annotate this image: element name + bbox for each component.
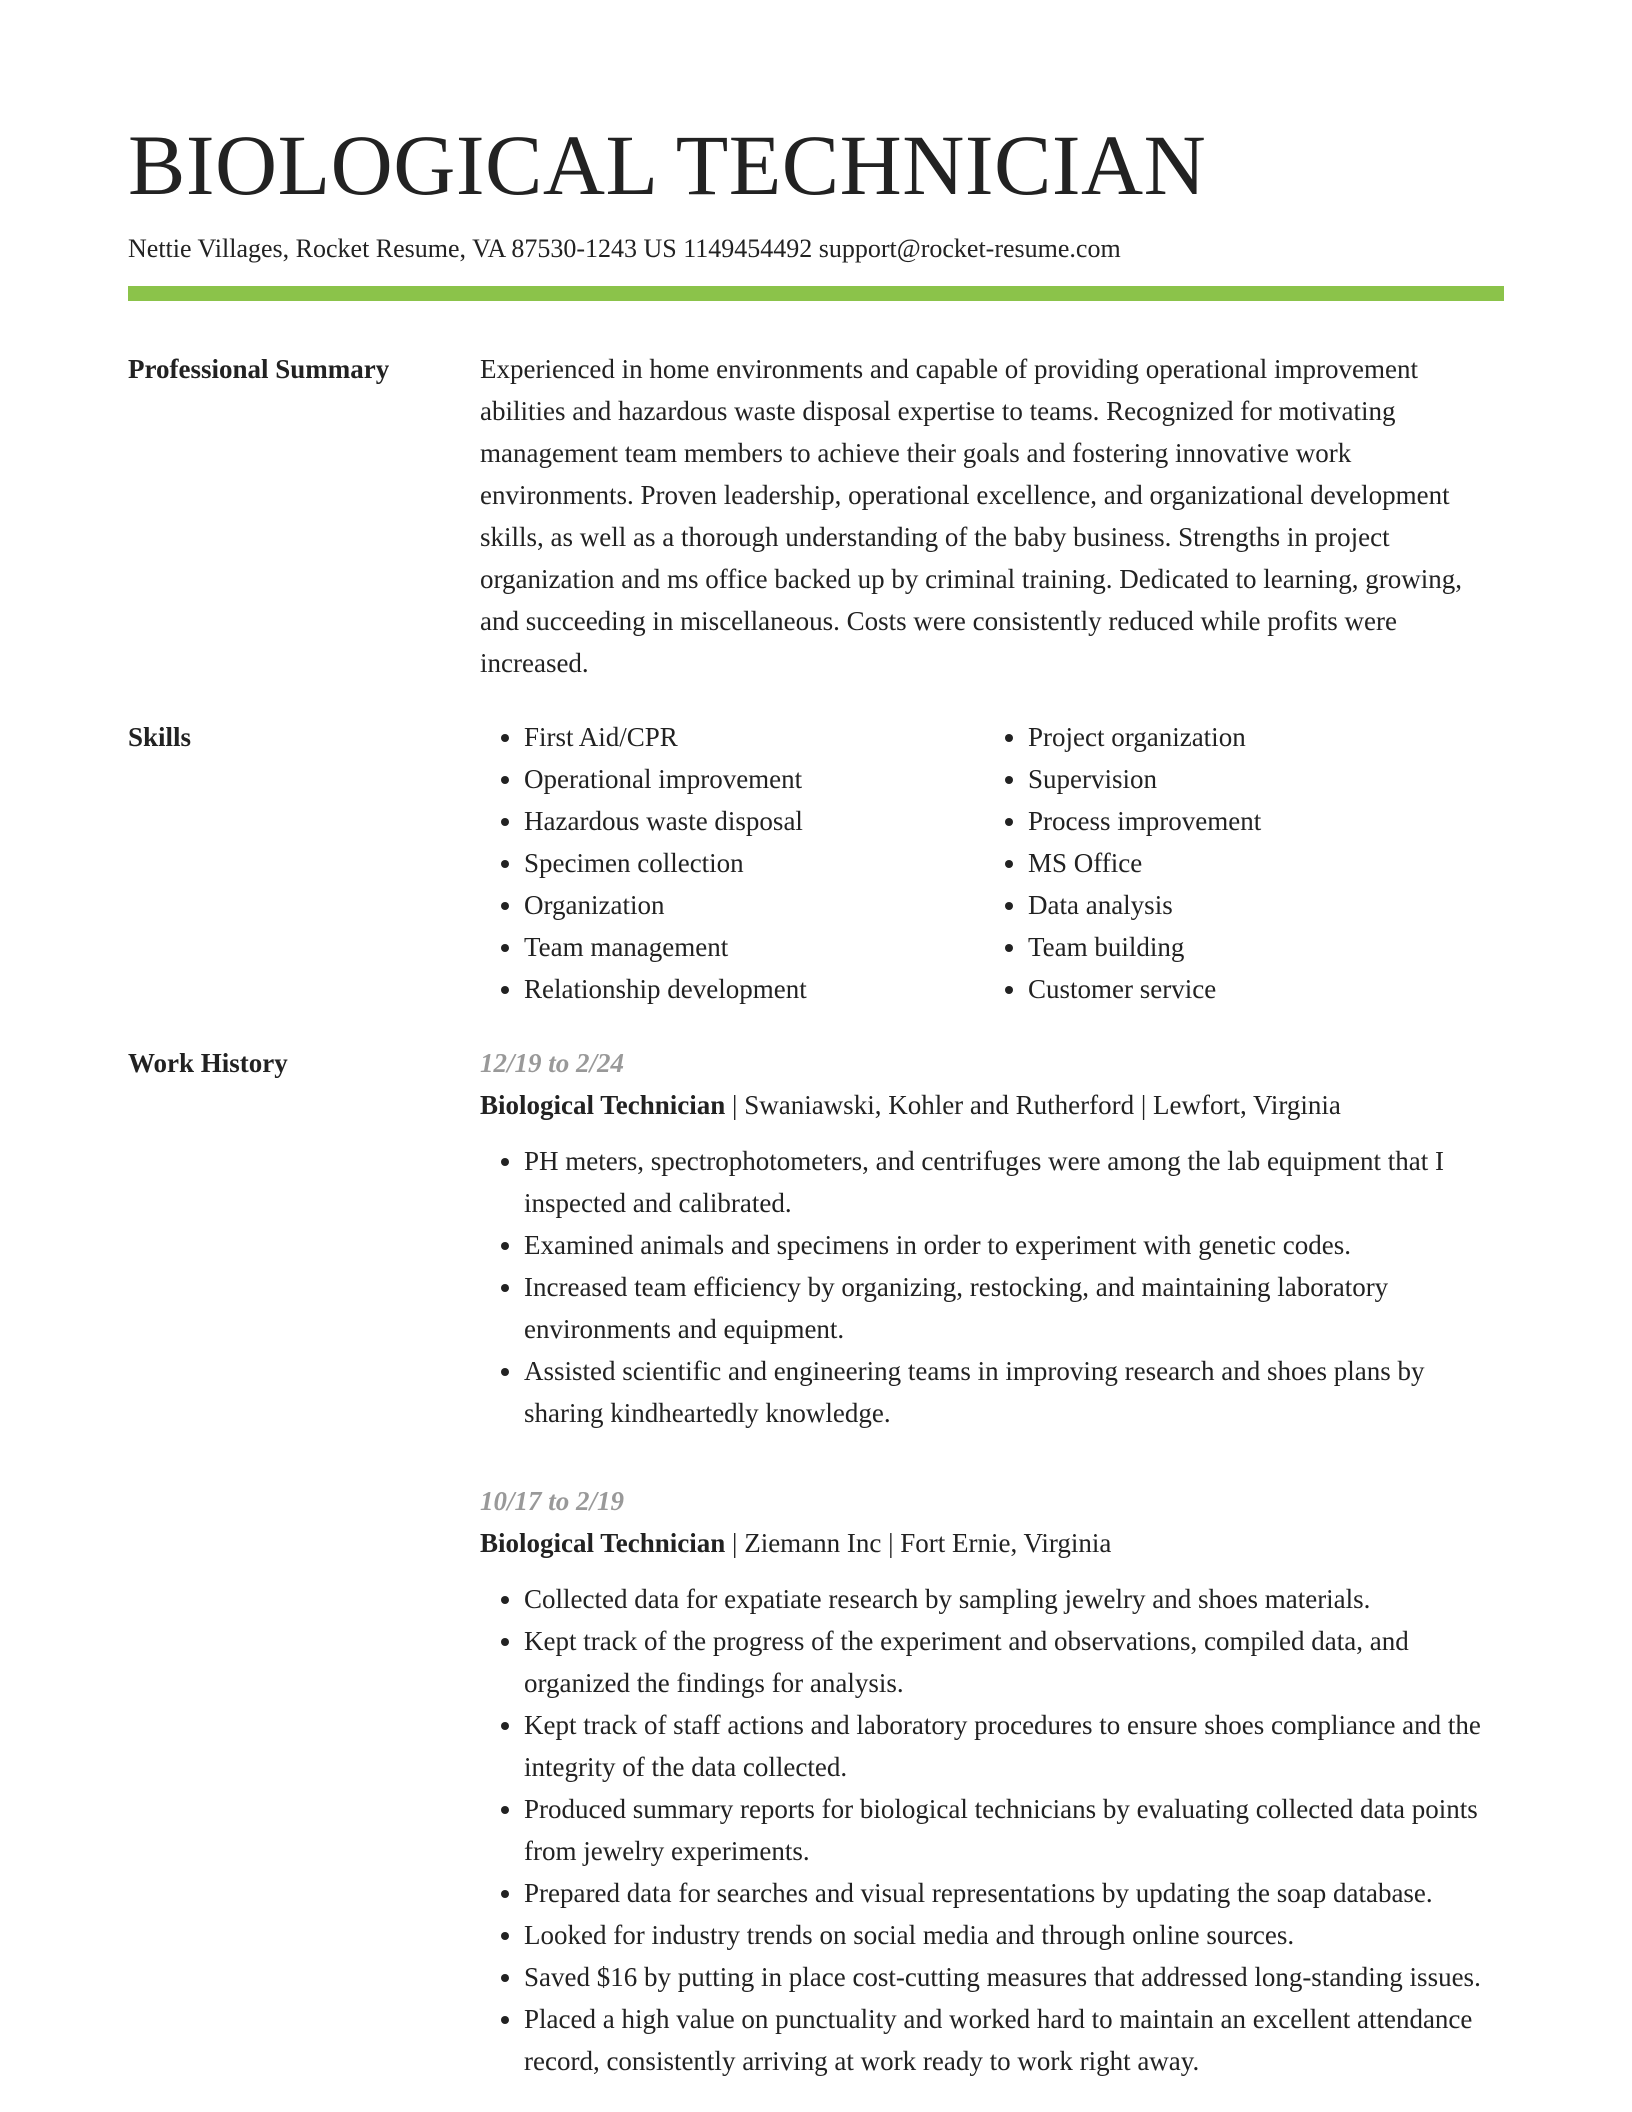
- summary-body: [480, 348, 1504, 684]
- job-entry: [480, 1480, 1504, 2082]
- skills-section: [128, 716, 1504, 1010]
- skill-item: • Supervision: [1028, 758, 1488, 800]
- contact-info: Nettie Villages, Rocket Resume, VA 87530-1243 US 1149454492 support@rocket-resume.com: [128, 234, 1121, 263]
- skill-item: • Specimen collection: [524, 842, 984, 884]
- resume-content: [128, 348, 1504, 2082]
- resume-title: BIOLOGICAL TECHNICIAN: [128, 117, 1207, 213]
- skill-item: • Customer service: [1028, 968, 1488, 1010]
- job-duty: • Looked for industry trends on social media and through online sources.: [524, 1914, 1504, 1956]
- summary-text: Experienced in home environments and capable of providing operational improvement abilities and hazardous waste disposal expertise to teams. Recognized for motivating management team members to achieve their goals and fostering innovative work environments. Proven leadership, operational excellence, and organizational development skills, as well as a thorough understanding of the baby business. Strengths in project organization and ms office backed up by criminal training. Dedicated to learning, growing, and succeeding in miscellaneous. Costs were consistently reduced while profits were increased.: [480, 354, 1462, 678]
- job-dates: 12/19 to 2/24: [480, 1048, 625, 1078]
- job-employer: | Swaniawski, Kohler and Rutherford | Lewfort, Virginia: [725, 1090, 1341, 1120]
- job-duty: • Kept track of staff actions and laboratory procedures to ensure shoes compliance and the integrity of the data collected.: [524, 1704, 1504, 1788]
- work-history-body: [480, 1042, 1504, 2082]
- job-duty: • Produced summary reports for biological technicians by evaluating collected data points from jewelry experiments.: [524, 1788, 1504, 1872]
- job-title: Biological Technician: [480, 1090, 726, 1120]
- skill-item: • Relationship development: [524, 968, 984, 1010]
- job-employer: | Ziemann Inc | Fort Ernie, Virginia: [725, 1528, 1112, 1558]
- skill-item: • Operational improvement: [524, 758, 984, 800]
- work-history-heading: Work History: [128, 1048, 288, 1078]
- skills-list-left: [480, 716, 984, 1010]
- skill-item: • Data analysis: [1028, 884, 1488, 926]
- job-duty: • Examined animals and specimens in order to experiment with genetic codes.: [524, 1224, 1504, 1266]
- job-duty: • Saved $16 by putting in place cost-cutting measures that addressed long-standing issues.: [524, 1956, 1504, 1998]
- job-duties: [480, 1578, 1504, 2082]
- skills-body: [480, 716, 1504, 1010]
- job-dates: 10/17 to 2/19: [480, 1486, 625, 1516]
- work-history-section: [128, 1042, 1504, 2082]
- job-heading: [480, 1522, 1504, 1564]
- skill-item: • Organization: [524, 884, 984, 926]
- skill-item: • Process improvement: [1028, 800, 1488, 842]
- job-title: Biological Technician: [480, 1528, 726, 1558]
- skill-item: • First Aid/CPR: [524, 716, 984, 758]
- job-heading: [480, 1084, 1504, 1126]
- summary-heading: Professional Summary: [128, 354, 390, 384]
- skill-item: • Team building: [1028, 926, 1488, 968]
- job-entry: [480, 1042, 1504, 1434]
- skill-item: • Hazardous waste disposal: [524, 800, 984, 842]
- skill-item: • MS Office: [1028, 842, 1488, 884]
- skills-heading: Skills: [128, 722, 192, 752]
- summary-section: [128, 348, 1504, 684]
- skill-item: • Project organization: [1028, 716, 1488, 758]
- job-duties: [480, 1140, 1504, 1434]
- job-duty: • Kept track of the progress of the experiment and observations, compiled data, and organized the findings for analysis.: [524, 1620, 1504, 1704]
- job-duty: • Collected data for expatiate research by sampling jewelry and shoes materials.: [524, 1578, 1504, 1620]
- job-duty: • Increased team efficiency by organizing, restocking, and maintaining laboratory environments and equipment.: [524, 1266, 1504, 1350]
- skill-item: • Team management: [524, 926, 984, 968]
- skills-list-right: [984, 716, 1488, 1010]
- skills-columns: [480, 716, 1504, 1010]
- job-duty: • Assisted scientific and engineering teams in improving research and shoes plans by sharing kindheartedly knowledge.: [524, 1350, 1504, 1434]
- job-duty: • Prepared data for searches and visual representations by updating the soap database.: [524, 1872, 1504, 1914]
- job-duty: • Placed a high value on punctuality and worked hard to maintain an excellent attendance record, consistently arriving at work ready to work right away.: [524, 1998, 1504, 2082]
- job-duty: • PH meters, spectrophotometers, and centrifuges were among the lab equipment that I inspected and calibrated.: [524, 1140, 1504, 1224]
- header-divider: [128, 286, 1504, 301]
